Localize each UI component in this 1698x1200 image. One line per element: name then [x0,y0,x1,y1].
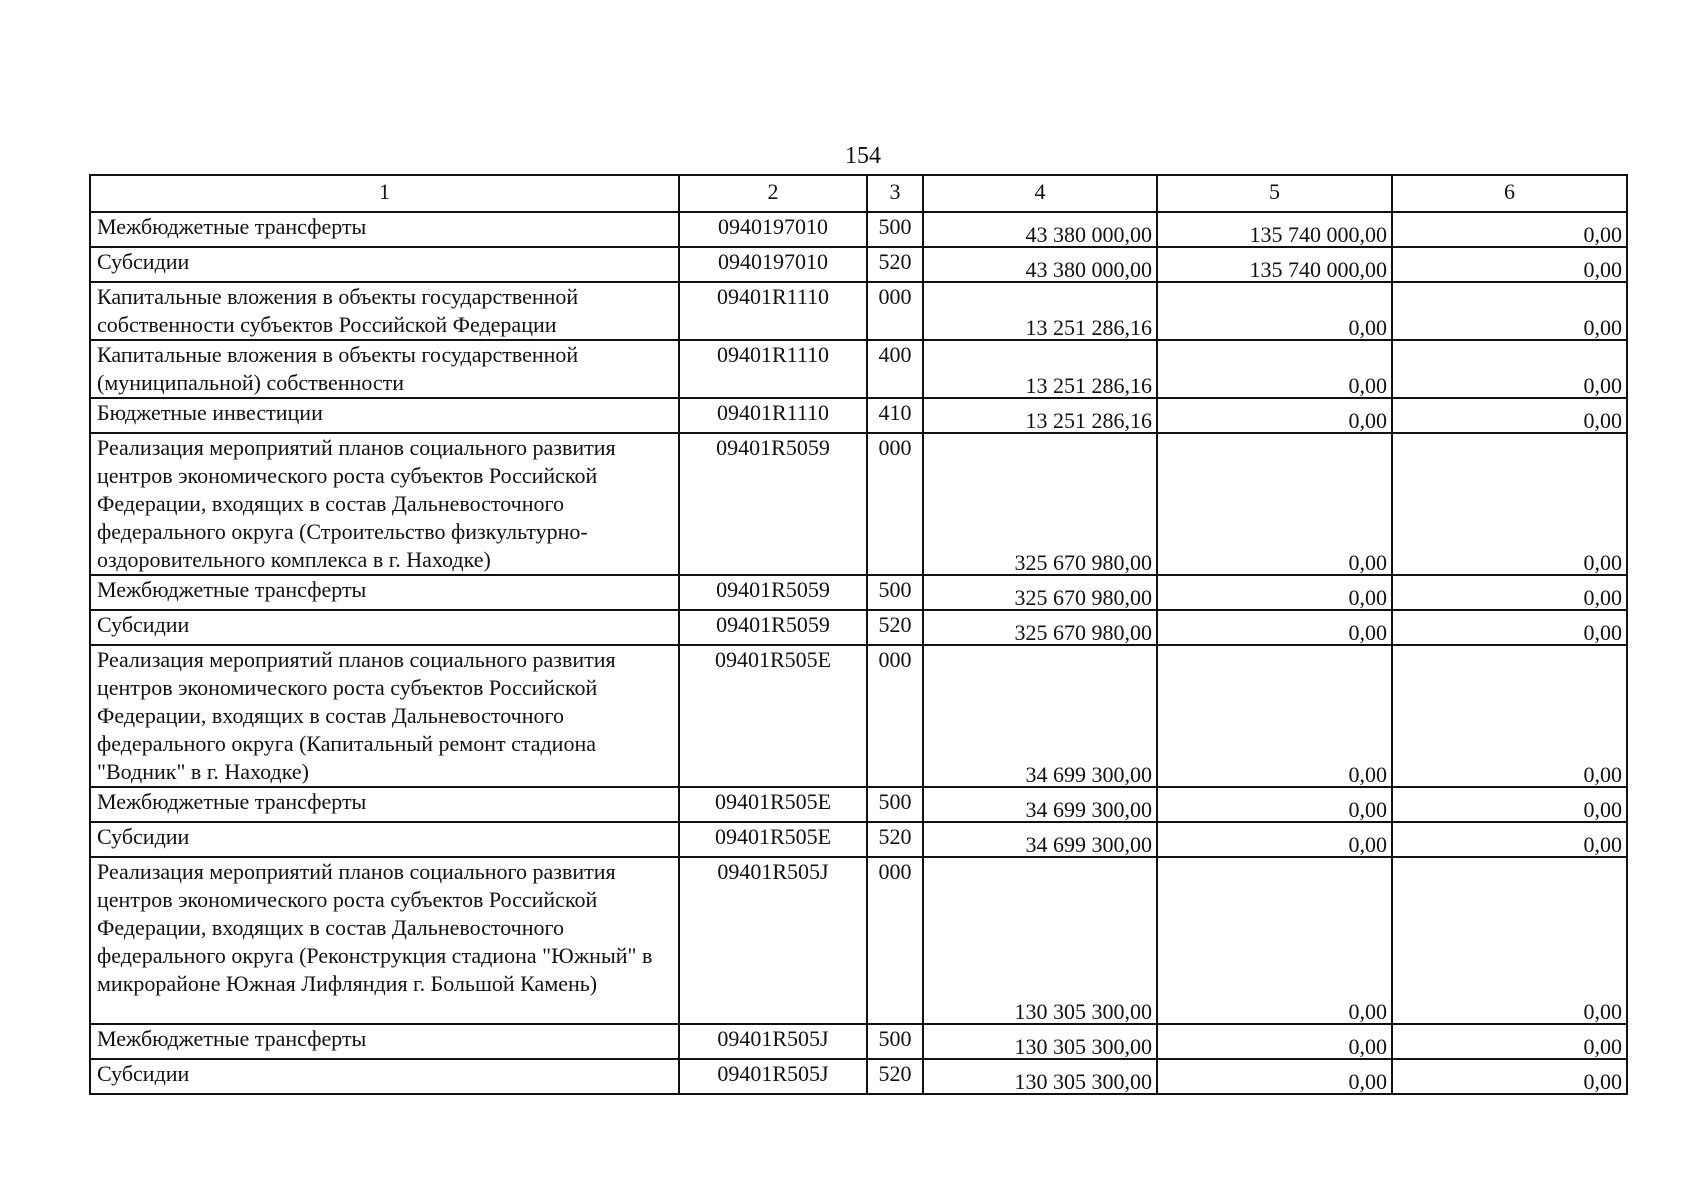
header-cell-3: 3 [867,175,923,212]
row-col5-cell [1157,1059,1392,1094]
row-col4-cell [923,398,1157,433]
row-type-cell: 000 [867,645,923,787]
row-col5-cell [1157,398,1392,433]
row-col6-cell [1392,575,1627,610]
row-col5-cell [1157,857,1392,1024]
row-code-cell: 09401R505E [679,645,867,787]
row-col4-cell-value: 130 305 300,00 [1014,1034,1152,1059]
row-col6-cell [1392,212,1627,247]
row-col5-cell-value: 135 740 000,00 [1249,257,1387,282]
table-row [90,787,1627,822]
row-name-cell: Межбюджетные трансферты [90,787,679,822]
row-type-cell: 520 [867,247,923,282]
table-row [90,645,1627,787]
row-code-cell: 0940197010 [679,212,867,247]
row-col6-cell-value: 0,00 [1583,550,1622,575]
row-code-cell: 09401R5059 [679,433,867,575]
row-col6-cell-value: 0,00 [1583,832,1622,857]
row-type-cell: 520 [867,1059,923,1094]
page-number: 154 [845,143,881,169]
row-col4-cell-value: 43 380 000,00 [1025,257,1152,282]
row-type-cell: 410 [867,398,923,433]
row-col5-cell [1157,1024,1392,1059]
row-col5-cell [1157,247,1392,282]
row-col4-cell-value: 130 305 300,00 [1014,999,1152,1024]
row-type-cell: 500 [867,1024,923,1059]
row-col5-cell-value: 0,00 [1348,585,1387,610]
row-col4-cell [923,282,1157,340]
row-col4-cell [923,822,1157,857]
table-row [90,1024,1627,1059]
header-cell-2: 2 [679,175,867,212]
row-col6-cell-value: 0,00 [1583,1034,1622,1059]
header-cell-6: 6 [1392,175,1627,212]
row-col5-cell-value: 0,00 [1348,797,1387,822]
row-col5-cell-value: 0,00 [1348,999,1387,1024]
row-type-cell: 000 [867,282,923,340]
row-type-cell: 520 [867,610,923,645]
row-col6-cell [1392,610,1627,645]
row-col5-cell [1157,282,1392,340]
row-code-cell: 09401R505E [679,822,867,857]
row-col4-cell [923,247,1157,282]
row-col4-cell-value: 34 699 300,00 [1025,832,1152,857]
row-col4-cell-value: 325 670 980,00 [1014,585,1152,610]
row-col4-cell [923,857,1157,1024]
row-type-cell: 000 [867,857,923,1024]
row-col4-cell [923,1024,1157,1059]
row-col4-cell-value: 325 670 980,00 [1014,550,1152,575]
row-col4-cell [923,575,1157,610]
header-cell-1: 1 [90,175,679,212]
row-col4-cell-value: 34 699 300,00 [1025,797,1152,822]
row-code-cell: 0940197010 [679,247,867,282]
row-type-cell: 520 [867,822,923,857]
row-name-cell: Субсидии [90,1059,679,1094]
row-col4-cell-value: 130 305 300,00 [1014,1069,1152,1094]
row-col4-cell [923,645,1157,787]
row-name-cell: Реализация мероприятий планов социального развития центров экономического роста субъектов Российской Федерации, входящих в состав Дальневосточного федерального округа (Капитальный ремонт стадиона "Водник" в г. Находке) [90,645,679,787]
row-col6-cell-value: 0,00 [1583,620,1622,645]
row-col6-cell [1392,340,1627,398]
row-col5-cell [1157,340,1392,398]
row-code-cell: 09401R1110 [679,340,867,398]
row-col5-cell-value: 0,00 [1348,762,1387,787]
row-name-cell: Капитальные вложения в объекты государственной собственности субъектов Российской Федерации [90,282,679,340]
row-col5-cell-value: 0,00 [1348,550,1387,575]
row-name-cell: Бюджетные инвестиции [90,398,679,433]
row-col6-cell [1392,787,1627,822]
row-code-cell: 09401R1110 [679,282,867,340]
row-col6-cell-value: 0,00 [1583,315,1622,340]
row-col4-cell-value: 43 380 000,00 [1025,222,1152,247]
row-col4-cell [923,433,1157,575]
table-row [90,340,1627,398]
row-col4-cell [923,1059,1157,1094]
row-code-cell: 09401R1110 [679,398,867,433]
row-col4-cell-value: 34 699 300,00 [1025,762,1152,787]
row-col6-cell [1392,247,1627,282]
row-col4-cell [923,340,1157,398]
row-name-cell: Капитальные вложения в объекты государственной (муниципальной) собственности [90,340,679,398]
table-header-row [90,175,1627,212]
row-col5-cell [1157,575,1392,610]
row-col5-cell [1157,822,1392,857]
row-col6-cell [1392,398,1627,433]
row-col5-cell-value: 0,00 [1348,315,1387,340]
row-col6-cell [1392,1024,1627,1059]
table-row [90,247,1627,282]
row-code-cell: 09401R505J [679,1024,867,1059]
row-name-cell: Субсидии [90,610,679,645]
row-col5-cell-value: 0,00 [1348,620,1387,645]
row-col4-cell-value: 13 251 286,16 [1025,408,1152,433]
row-col5-cell [1157,645,1392,787]
row-col6-cell [1392,645,1627,787]
row-col6-cell-value: 0,00 [1583,257,1622,282]
row-col4-cell-value: 13 251 286,16 [1025,315,1152,340]
row-col6-cell-value: 0,00 [1583,408,1622,433]
header-cell-5: 5 [1157,175,1392,212]
row-type-cell: 400 [867,340,923,398]
row-col4-cell [923,610,1157,645]
row-col6-cell [1392,1059,1627,1094]
row-col5-cell [1157,433,1392,575]
header-cell-4: 4 [923,175,1157,212]
row-col6-cell-value: 0,00 [1583,999,1622,1024]
row-col5-cell-value: 0,00 [1348,408,1387,433]
row-col6-cell [1392,857,1627,1024]
row-name-cell: Субсидии [90,247,679,282]
row-code-cell: 09401R5059 [679,575,867,610]
row-col6-cell-value: 0,00 [1583,797,1622,822]
table-row [90,857,1627,1024]
row-col5-cell-value: 0,00 [1348,1034,1387,1059]
table-row [90,282,1627,340]
row-name-cell: Субсидии [90,822,679,857]
row-col4-cell-value: 13 251 286,16 [1025,373,1152,398]
row-col6-cell [1392,822,1627,857]
table-row [90,433,1627,575]
row-type-cell: 500 [867,212,923,247]
row-name-cell: Межбюджетные трансферты [90,575,679,610]
table-row [90,212,1627,247]
row-col4-cell [923,212,1157,247]
row-type-cell: 000 [867,433,923,575]
table-row [90,822,1627,857]
row-name-cell: Реализация мероприятий планов социального развития центров экономического роста субъектов Российской Федерации, входящих в состав Дальневосточного федерального округа (Реконструкция стадиона "Южный" в микрорайоне Южная Лифляндия г. Большой Камень) [90,857,679,1024]
row-col6-cell-value: 0,00 [1583,585,1622,610]
row-code-cell: 09401R505J [679,1059,867,1094]
row-code-cell: 09401R5059 [679,610,867,645]
row-col5-cell [1157,212,1392,247]
row-col6-cell-value: 0,00 [1583,373,1622,398]
table-row [90,575,1627,610]
row-col5-cell [1157,787,1392,822]
row-col5-cell [1157,610,1392,645]
row-code-cell: 09401R505E [679,787,867,822]
row-col5-cell-value: 0,00 [1348,1069,1387,1094]
row-col6-cell [1392,433,1627,575]
row-col5-cell-value: 0,00 [1348,373,1387,398]
budget-table [89,174,1628,1095]
row-name-cell: Реализация мероприятий планов социального развития центров экономического роста субъектов Российской Федерации, входящих в состав Дальневосточного федерального округа (Строительство физкультурно-оздоровительного комплекса в г. Находке) [90,433,679,575]
row-col4-cell [923,787,1157,822]
row-col6-cell [1392,282,1627,340]
row-col6-cell-value: 0,00 [1583,1069,1622,1094]
row-col6-cell-value: 0,00 [1583,222,1622,247]
row-type-cell: 500 [867,787,923,822]
row-code-cell: 09401R505J [679,857,867,1024]
table-row [90,398,1627,433]
row-type-cell: 500 [867,575,923,610]
row-col5-cell-value: 0,00 [1348,832,1387,857]
table-row [90,1059,1627,1094]
row-col5-cell-value: 135 740 000,00 [1249,222,1387,247]
row-name-cell: Межбюджетные трансферты [90,212,679,247]
row-name-cell: Межбюджетные трансферты [90,1024,679,1059]
table-row [90,610,1627,645]
row-col4-cell-value: 325 670 980,00 [1014,620,1152,645]
row-col6-cell-value: 0,00 [1583,762,1622,787]
